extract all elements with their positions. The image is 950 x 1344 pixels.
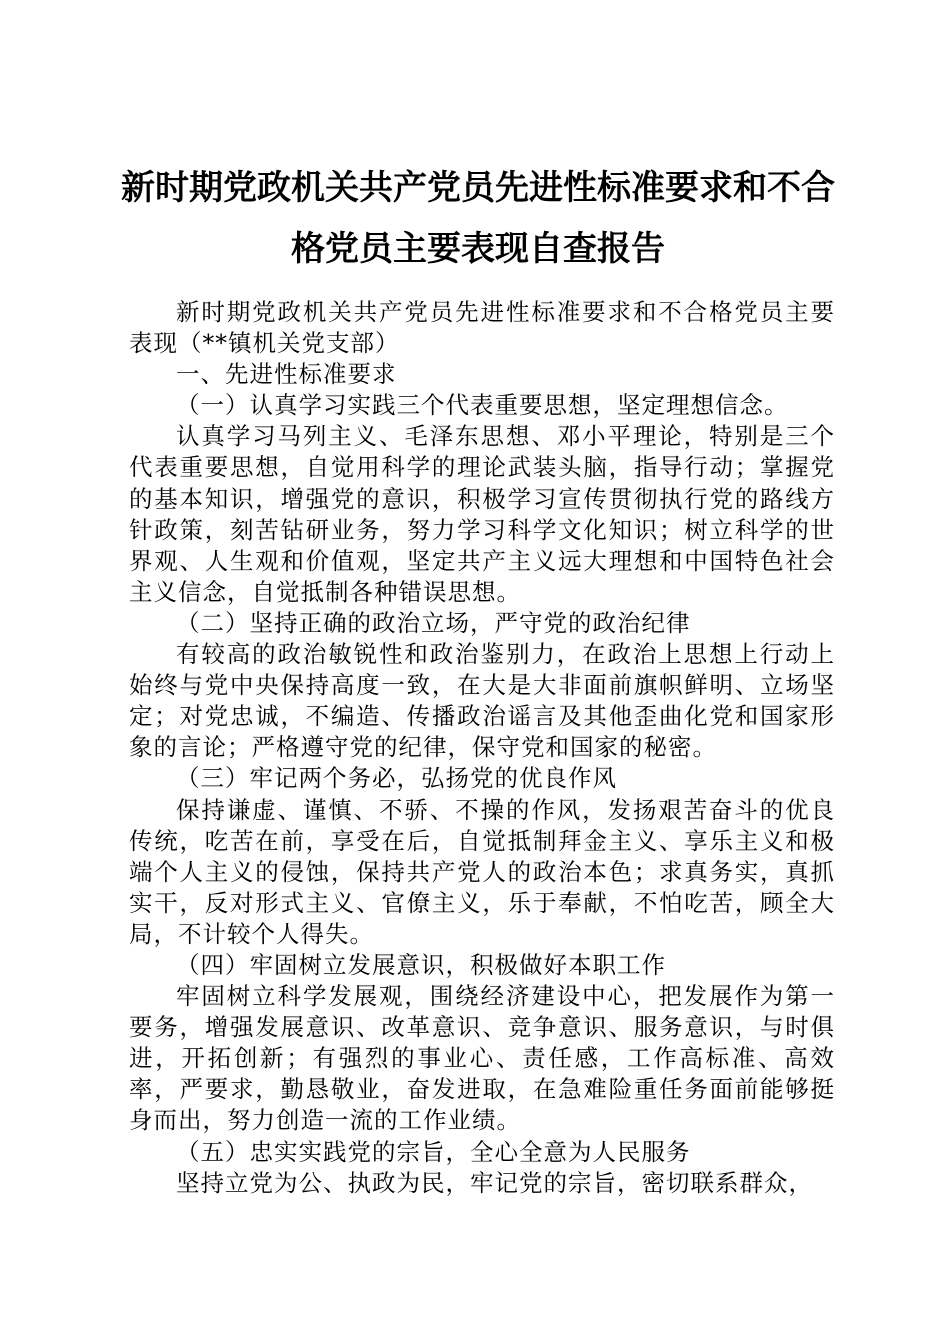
subsection-heading: （二）坚持正确的政治立场，严守党的政治纪律 [176, 608, 691, 637]
body-paragraph: 认真学习马列主义、毛泽东思想、邓小平理论，特别是三个代表重要思想，自觉用科学的理论武装头脑，指导行动；掌握党的基本知识，增强党的意识，积极学习宣传贯彻执行党的路线方针政策，刻苦钻研业务，努力学习科学文化知识；树立科学的世界观、人生观和价值观，坚定共产主义远大理想和中国特色社会主义信念，自觉抵制各种错误思想。 [129, 422, 835, 606]
body-paragraph: 保持谦虚、谨慎、不骄、不操的作风，发扬艰苦奋斗的优良传统，吃苦在前，享受在后，自觉抵制拜金主义、享乐主义和极端个人主义的侵蚀，保持共产党人的政治本色；求真务实，真抓实干，反对形式主义、官僚主义，乐于奉献，不怕吃苦，顾全大局，不计较个人得失。 [129, 795, 835, 948]
body-paragraph: 牢固树立科学发展观，围绕经济建设中心，把发展作为第一要务，增强发展意识、改革意识、竞争意识、服务意识，与时俱进，开拓创新；有强烈的事业心、责任感，工作高标准、高效率，严要求，勤恳敬业，奋发进取，在急难险重任务面前能够挺身而出，努力创造一流的工作业绩。 [129, 982, 835, 1135]
intro-paragraph: 新时期党政机关共产党员先进性标准要求和不合格党员主要表现（**镇机关党支部） [129, 298, 835, 358]
subsection-heading: （四）牢固树立发展意识，积极做好本职工作 [176, 950, 666, 979]
body-paragraph: 有较高的政治敏锐性和政治鉴别力，在政治上思想上行动上始终与党中央保持高度一致，在大是大非面前旗帜鲜明、立场坚定；对党忠诚，不编造、传播政治谣言及其他歪曲化党和国家形象的言论；严格遵守党的纪律，保守党和国家的秘密。 [129, 640, 835, 762]
subsection-heading: （五）忠实实践党的宗旨，全心全意为人民服务 [176, 1137, 691, 1166]
document-body [129, 297, 835, 1199]
section-heading: 一、先进性标准要求 [176, 360, 397, 389]
subsection-heading: （一）认真学习实践三个代表重要思想，坚定理想信念。 [176, 391, 789, 420]
body-paragraph: 坚持立党为公、执政为民，牢记党的宗旨，密切联系群众， [176, 1168, 813, 1197]
document-title: 新时期党政机关共产党员先进性标准要求和不合格党员主要表现自查报告 [121, 168, 835, 269]
subsection-heading: （三）牢记两个务必，弘扬党的优良作风 [176, 764, 617, 793]
